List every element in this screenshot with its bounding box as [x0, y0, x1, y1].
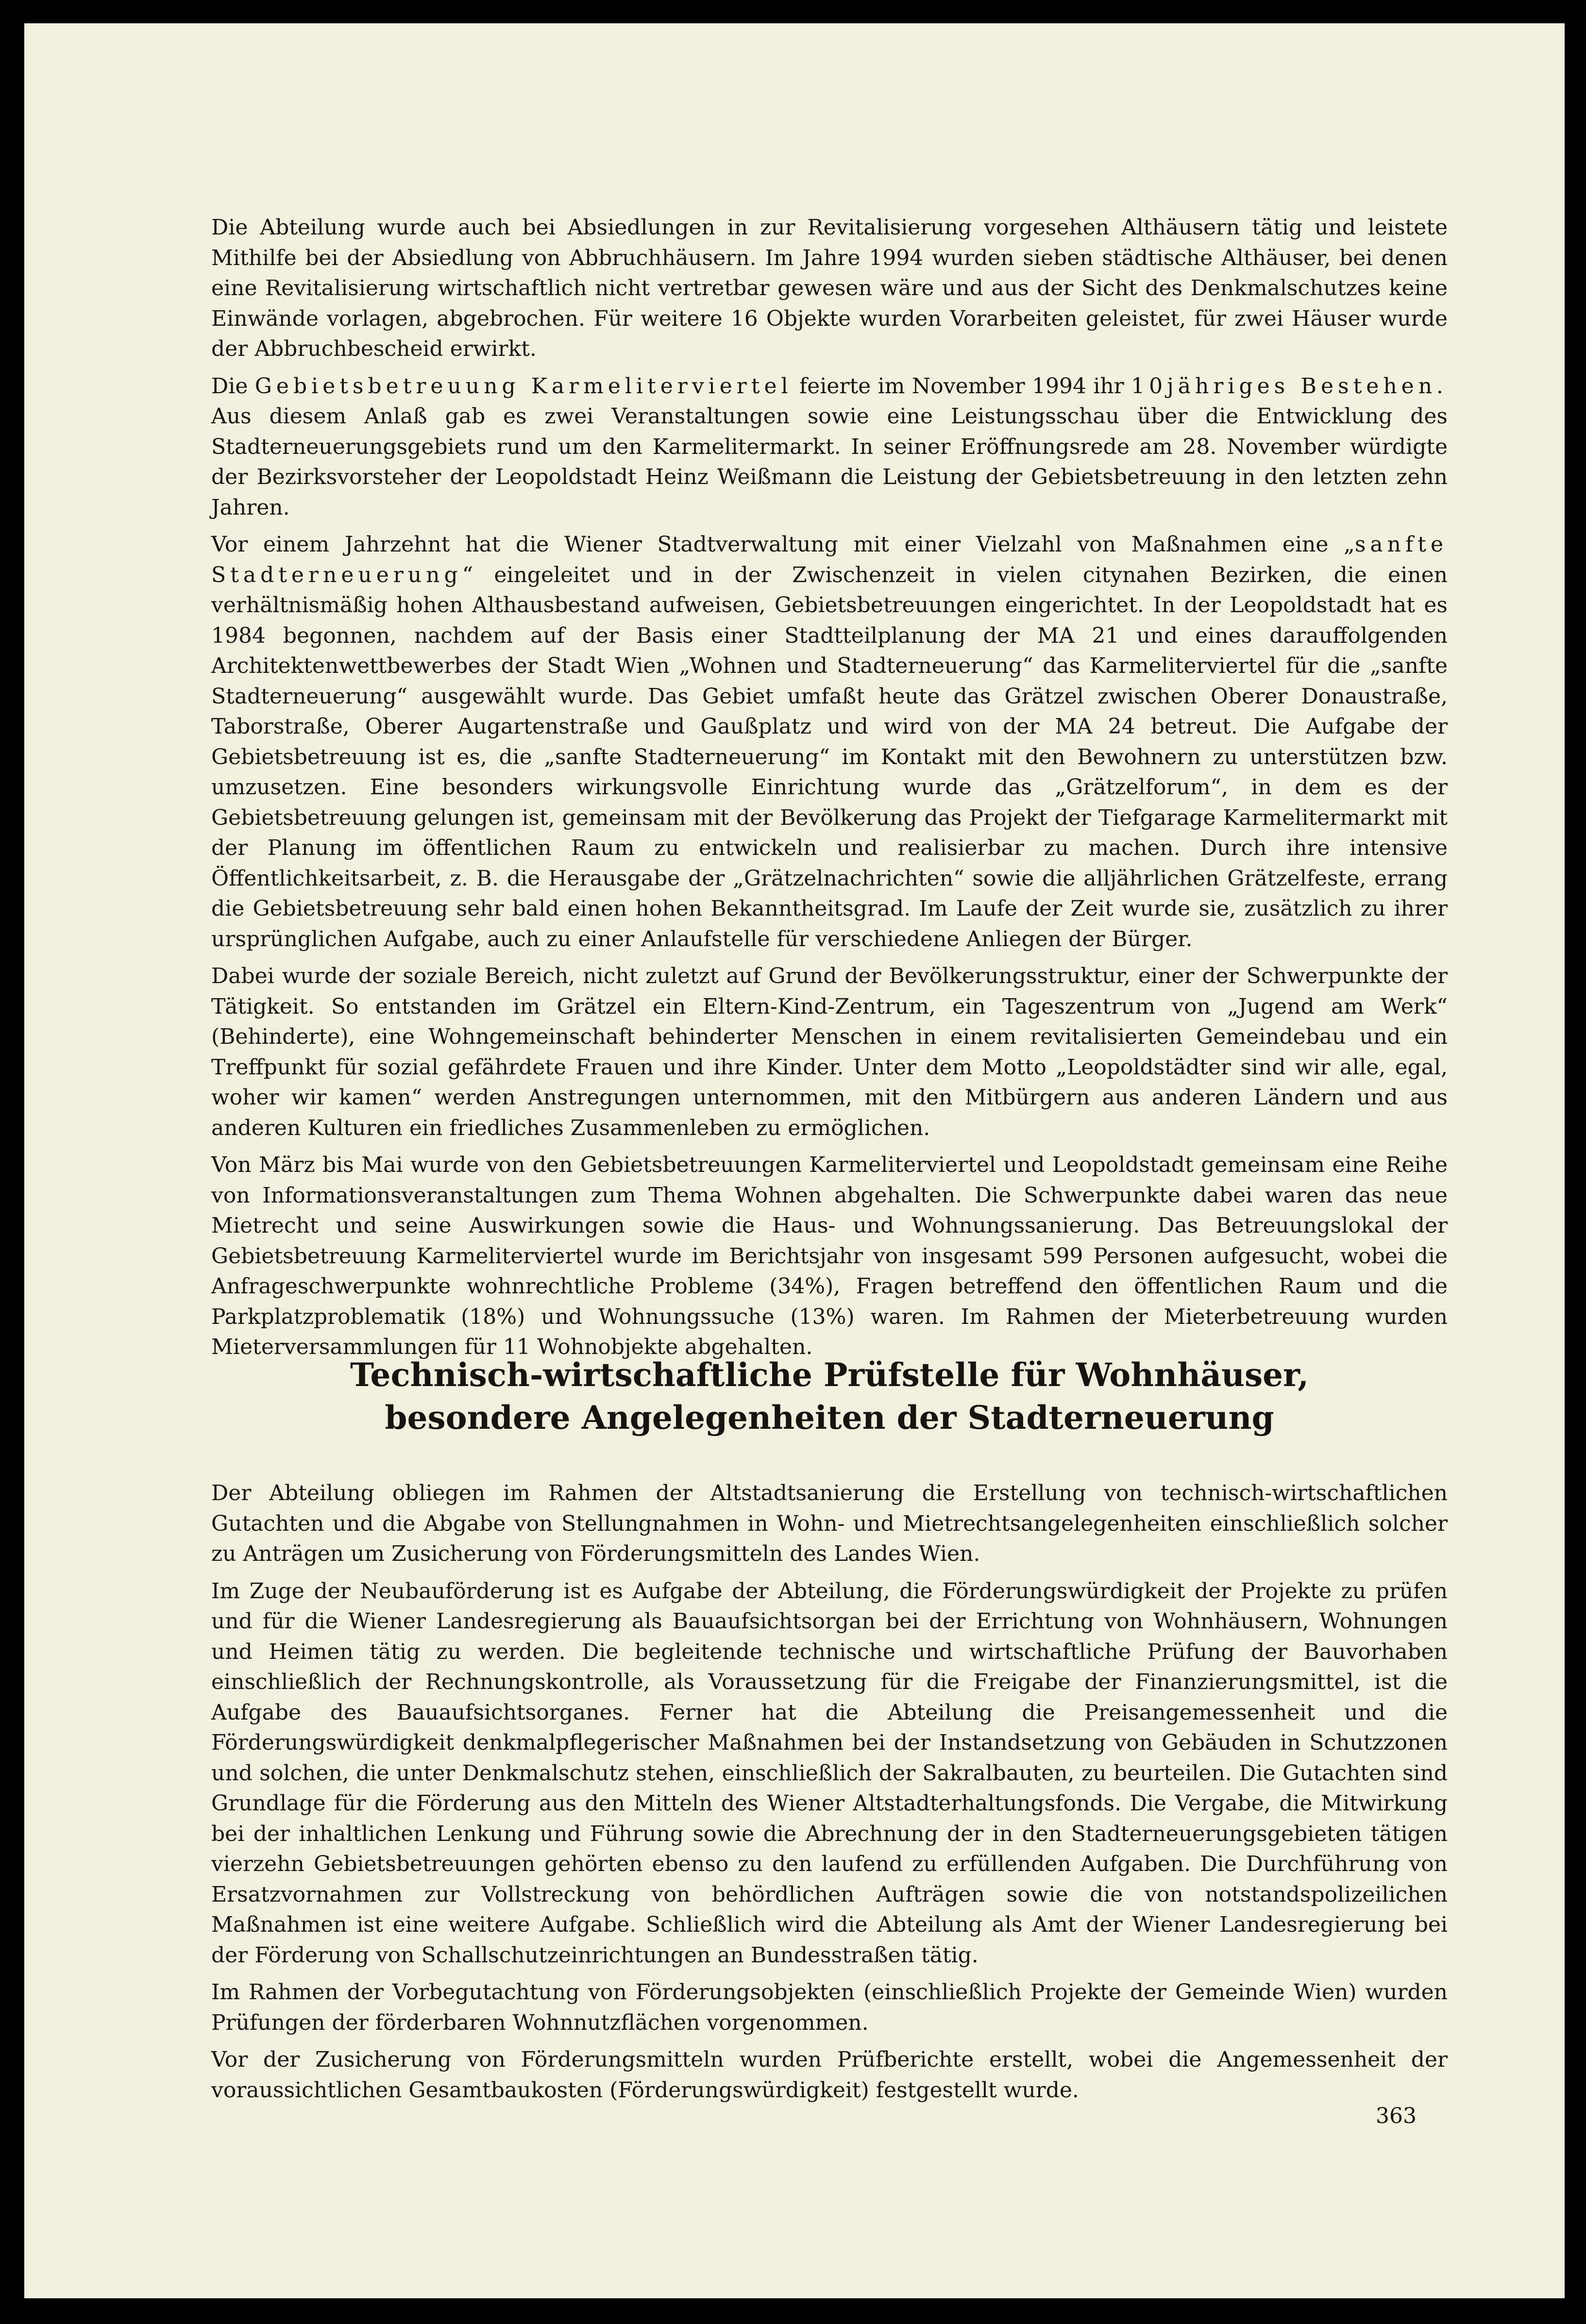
- paragraph-pruefberichte: Vor der Zusicherung von Förderungsmitteln wurden Prüfberichte erstellt, wobei die Angemessenheit der voraussichtlichen Gesamtbaukosten (Förderungswürdigkeit) festgestellt wurde.: [211, 2047, 1448, 2103]
- paragraph-text: feierte im November 1994 ihr: [792, 373, 1131, 399]
- paragraph-absiedlungen: Die Abteilung wurde auch bei Absiedlungen in zur Revitalisierung vorgesehen Althäusern tätig und leistete Mithilfe bei der Absiedlung von Abbruchhäusern. Im Jahre 1994 wurden sieben städtische Althäuser, bei denen eine Revitalisierung wirtschaftlich nicht vertretbar gewesen wäre und aus der Sicht des Denkmalschutzes keine Einwände vorlagen, abgebrochen. Für weitere 16 Objekte wurden Vorarbeiten geleistet, für zwei Häuser wurde der Abbruchbescheid erwirkt.: [211, 215, 1448, 361]
- body-section-1: [211, 213, 1448, 1370]
- section-heading: [211, 1354, 1448, 1439]
- document-page: [24, 23, 1565, 2298]
- page-number: 363: [1376, 2104, 1417, 2128]
- paragraph-sozialer-bereich: Dabei wurde der soziale Bereich, nicht zuletzt auf Grund der Bevölkerungsstruktur, einer der Schwerpunkte der Tätigkeit. So entstanden im Grätzel ein Eltern-Kind-Zentrum, ein Tageszentrum von „Jugend am Werk“ (Behinderte), eine Wohngemeinschaft behinderter Menschen in einem revitalisierten Gemeindebau und ein Treffpunkt für sozial gefährdete Frauen und ihre Kinder. Unter dem Motto „Leopoldstädter sind wir alle, egal, woher wir kamen“ werden Anstregungen unternommen, mit den Mitbürgern aus anderen Ländern und aus anderen Kulturen ein friedliches Zusammenleben zu ermöglichen.: [211, 964, 1448, 1140]
- paragraph-sanfte-stadterneuerung: [211, 530, 1448, 954]
- paragraph-altstadtsanierung: Der Abteilung obliegen im Rahmen der Altstadtsanierung die Erstellung von technisch-wirtschaftlichen Gutachten und die Abgabe von Stellungnahmen in Wohn- und Mietrechtsangelegenheiten einschließlich solcher zu Anträgen um Zusicherung von Förderungsmitteln des Landes Wien.: [211, 1481, 1448, 1566]
- paragraph-informationsveranstaltungen: Von März bis Mai wurde von den Gebietsbetreuungen Karmeliterviertel und Leopoldstadt gemeinsam eine Reihe von Informationsveranstaltungen zum Thema Wohnen abgehalten. Die Schwerpunkte dabei waren das neue Mietrecht und seine Auswirkungen sowie die Haus- und Wohnungssanierung. Das Betreuungslokal der Gebietsbetreuung Karmeliterviertel wurde im Berichtsjahr von insgesamt 599 Personen aufgesucht, wobei die Anfrageschwerpunkte wohnrechtliche Probleme (34%), Fragen betreffend den öffentlichen Raum und die Parkplatzproblematik (18%) und Wohnungssuche (13%) waren. Im Rahmen der Mieterbetreuung wurden Mieterversammlungen für 11 Wohnobjekte abgehalten.: [211, 1153, 1448, 1359]
- paragraph-vorbegutachtung: Im Rahmen der Vorbegutachtung von Förderungsobjekten (einschließlich Projekte der Gemeinde Wien) wurden Prüfungen der förderbaren Wohnnutzflächen vorgenommen.: [211, 1980, 1448, 2035]
- heading-line-2: besondere Angelegenheiten der Stadterneuerung: [385, 1399, 1274, 1437]
- spaced-emphasis: sanfte Stadterneuerung: [211, 532, 1448, 587]
- paragraph-text: Die: [211, 373, 255, 399]
- spaced-emphasis: 10jähriges Bestehen.: [1131, 373, 1448, 399]
- body-section-2: [211, 1478, 1448, 2112]
- heading-line-1: Technisch-wirtschaftliche Prüfstelle für Wohnhäuser,: [350, 1356, 1309, 1394]
- paragraph-text: Vor einem Jahrzehnt hat die Wiener Stadtverwaltung mit einer Vielzahl von Maßnahmen eine „: [211, 532, 1355, 557]
- paragraph-text: Aus diesem Anlaß gab es zwei Veranstaltungen sowie eine Leistungsschau über die Entwicklung des Stadterneuerungsgebiets rund um den Karmelitermarkt. In seiner Eröffnungsrede am 28. November würdigte der Bezirksvorsteher der Leopoldstadt Heinz Weißmann die Leistung der Gebietsbetreuung in den letzten zehn Jahren.: [211, 404, 1448, 520]
- spaced-emphasis: Gebietsbetreuung Karmeliterviertel: [254, 373, 793, 399]
- paragraph-gebietsbetreuung-jubilaeum: [211, 371, 1448, 523]
- paragraph-neubaufoerderung: Im Zuge der Neubauförderung ist es Aufgabe der Abteilung, die Förderungswürdigkeit der Projekte zu prüfen und für die Wiener Landesregierung als Bauaufsichtsorgan bei der Errichtung von Wohnhäusern, Wohnungen und Heimen tätig zu werden. Die begleitende technische und wirtschaftliche Prüfung der Bauvorhaben einschließlich der Rechnungskontrolle, als Voraussetzung für die Freigabe der Finanzierungsmittel, ist die Aufgabe des Bauaufsichtsorganes. Ferner hat die Abteilung die Preisangemessenheit und die Förderungswürdigkeit denkmalpflegerischer Maßnahmen bei der Instandsetzung von Gebäuden in Schutzzonen und solchen, die unter Denkmalschutz stehen, einschließlich der Sakralbauten, zu beurteilen. Die Gutachten sind Grundlage für die Förderung aus den Mitteln des Wiener Altstadterhaltungsfonds. Die Vergabe, die Mitwirkung bei der inhaltlichen Lenkung und Führung sowie die Abrechnung der in den Stadterneuerungsgebieten tätigen vierzehn Gebietsbetreuungen gehörten ebenso zu den laufend zu erfüllenden Aufgaben. Die Durchführung von Ersatzvornahmen zur Vollstreckung von behördlichen Aufträgen sowie die von notstandspolizeilichen Maßnahmen ist eine weitere Aufgabe. Schließlich wird die Abteilung als Amt der Wiener Landesregierung bei der Förderung von Schallschutzeinrichtungen an Bundesstraßen tätig.: [211, 1578, 1448, 1968]
- paragraph-text: “ eingeleitet und in der Zwischenzeit in vielen citynahen Bezirken, die einen verhältnismäßig hohen Althausbestand aufweisen, Gebietsbetreuungen eingerichtet. In der Leopoldstadt hat es 1984 begonnen, nachdem auf der Basis einer Stadtteilplanung der MA 21 und eines darauffolgenden Architektenwettbewerbes der Stadt Wien „Wohnen und Stadterneuerung“ das Karmeliterviertel für die „sanfte Stadterneuerung“ ausgewählt wurde. Das Gebiet umfaßt heute das Grätzel zwischen Oberer Donaustraße, Taborstraße, Oberer Augartenstraße und Gaußplatz und wird von der MA 24 betreut. Die Aufgabe der Gebietsbetreuung ist es, die „sanfte Stadterneuerung“ im Kontakt mit den Bewohnern zu unterstützen bzw. umzusetzen. Eine besonders wirkungsvolle Einrichtung wurde das „Grätzelforum“, in dem es der Gebietsbetreuung gelungen ist, gemeinsam mit der Bevölkerung das Projekt der Tiefgarage Karmelitermarkt mit der Planung im öffentlichen Raum zu entwickeln und realisierbar zu machen. Durch ihre intensive Öffentlichkeitsarbeit, z. B. die Herausgabe der „Grätzelnachrichten“ sowie die alljährlichen Grätzelfeste, errang die Gebietsbetreuung sehr bald einen hohen Bekanntheitsgrad. Im Laufe der Zeit wurde sie, zusätzlich zu ihrer ursprünglichen Aufgabe, auch zu einer Anlaufstelle für verschiedene Anliegen der Bürger.: [211, 562, 1448, 952]
